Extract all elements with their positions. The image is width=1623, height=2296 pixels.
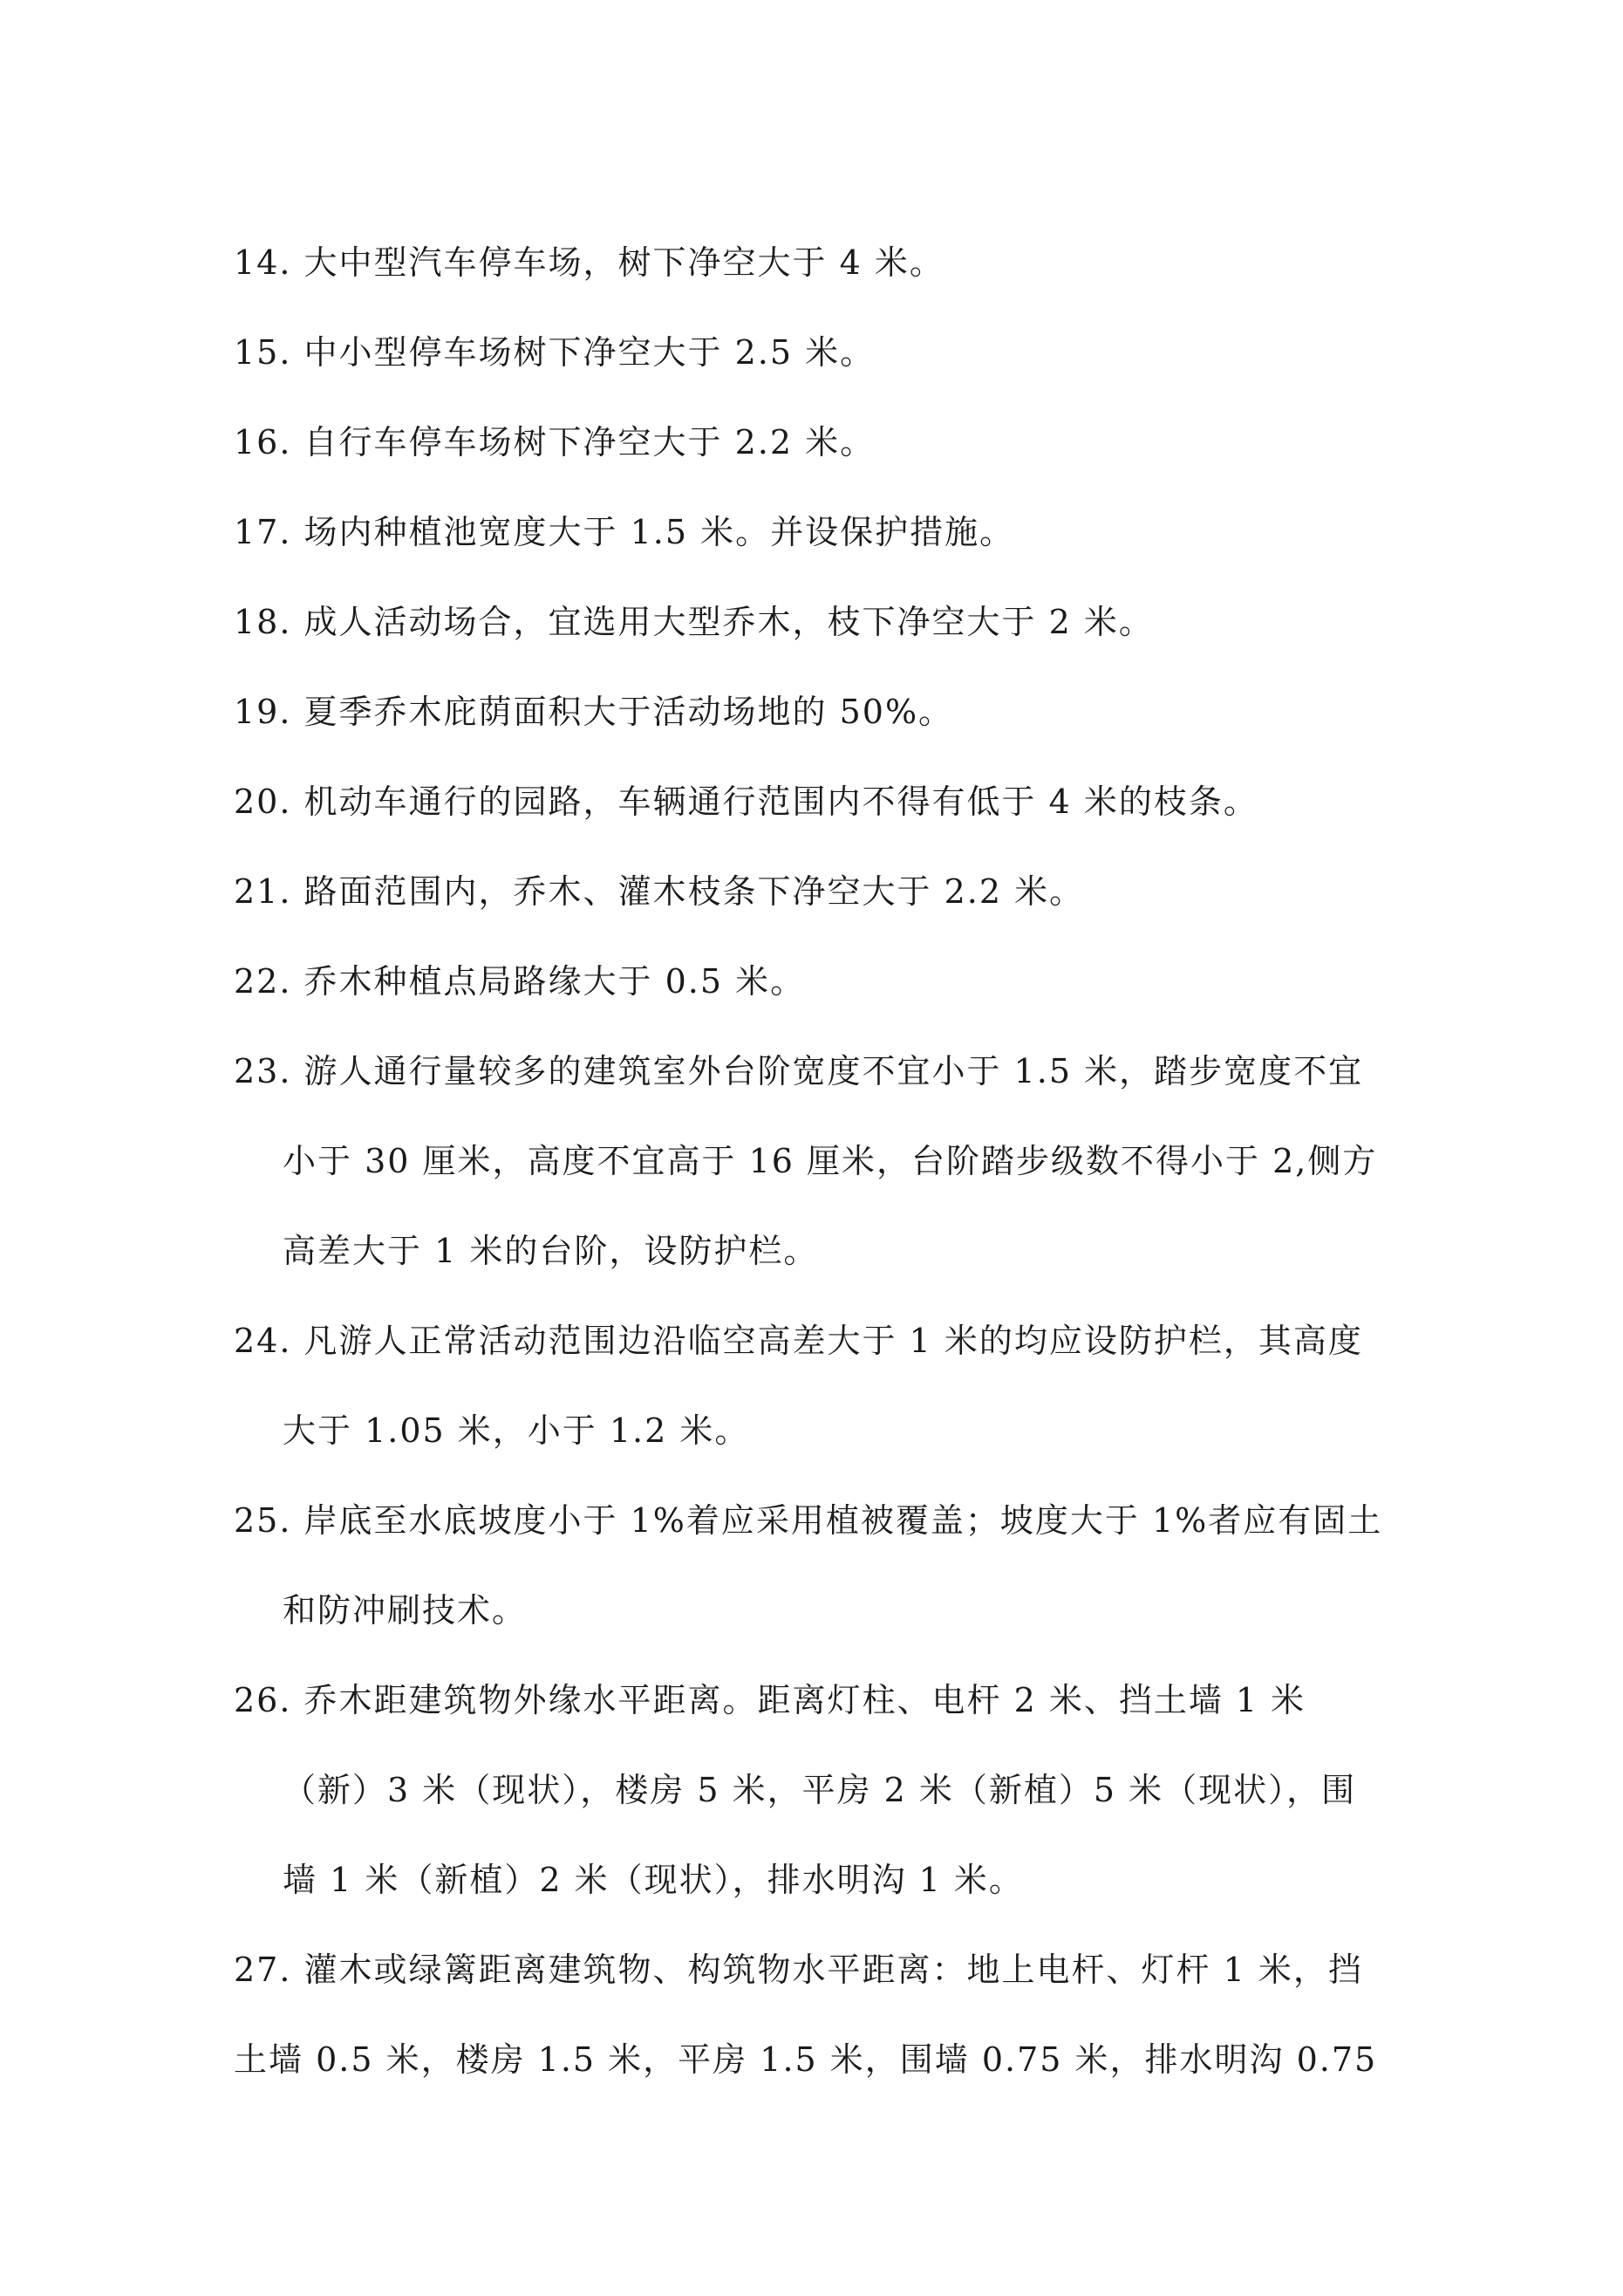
text-line: 19. 夏季乔木庇荫面积大于活动场地的 50%。 — [234, 693, 954, 731]
list-item-14 — [234, 218, 1429, 308]
list-item-18 — [234, 577, 1429, 667]
list-item-22 — [234, 937, 1429, 1027]
text-line: 17. 场内种植池宽度大于 1.5 米。并设保护措施。 — [234, 513, 1015, 551]
text-line: 23. 游人通行量较多的建筑室外台阶宽度不宜小于 1.5 米，踏步宽度不宜 — [234, 1052, 1364, 1090]
list-item-25 — [234, 1476, 1429, 1656]
list-item-21 — [234, 847, 1429, 937]
list-item-17 — [234, 488, 1429, 577]
text-line-continued: （新）3 米（现状），楼房 5 米，平房 2 米（新植）5 米（现状），围 — [283, 1771, 1357, 1809]
text-line-continued: 高差大于 1 米的台阶，设防护栏。 — [283, 1232, 819, 1270]
list-item-27 — [234, 1925, 1429, 2105]
text-line: 15. 中小型停车场树下净空大于 2.5 米。 — [234, 333, 876, 372]
list-item-24 — [234, 1296, 1429, 1476]
list-item-23 — [234, 1027, 1429, 1296]
text-line: 18. 成人活动场合，宜选用大型乔木，枝下净空大于 2 米。 — [234, 603, 1154, 641]
text-line: 20. 机动车通行的园路，车辆通行范围内不得有低于 4 米的枝条。 — [234, 782, 1258, 821]
text-line: 21. 路面范围内，乔木、灌木枝条下净空大于 2.2 米。 — [234, 872, 1085, 911]
list-item-26 — [234, 1656, 1429, 1925]
text-line-continued: 和防冲刷技术。 — [283, 1591, 528, 1630]
text-line-continued: 土墙 0.5 米，楼房 1.5 米，平房 1.5 米，围墙 0.75 米，排水明沟 0.75 — [234, 2040, 1378, 2079]
text-line: 24. 凡游人正常活动范围边沿临空高差大于 1 米的均应设防护栏，其高度 — [234, 1322, 1363, 1360]
text-line: 22. 乔木种植点局路缘大于 0.5 米。 — [234, 962, 806, 1001]
list-item-19 — [234, 667, 1429, 757]
text-line: 16. 自行车停车场树下净空大于 2.2 米。 — [234, 423, 876, 461]
text-line-continued: 大于 1.05 米，小于 1.2 米。 — [283, 1411, 750, 1450]
text-line-continued: 墙 1 米（新植）2 米（现状），排水明沟 1 米。 — [283, 1861, 1024, 1899]
document-body — [234, 218, 1429, 2105]
list-item-20 — [234, 757, 1429, 847]
text-line: 26. 乔木距建筑物外缘水平距离。距离灯柱、电杆 2 米、挡土墙 1 米 — [234, 1681, 1306, 1719]
list-item-15 — [234, 308, 1429, 398]
list-item-16 — [234, 398, 1429, 488]
text-line: 14. 大中型汽车停车场，树下净空大于 4 米。 — [234, 243, 944, 282]
text-line: 25. 岸底至水底坡度小于 1%着应采用植被覆盖；坡度大于 1%者应有固土 — [234, 1501, 1383, 1540]
text-line-continued: 小于 30 厘米，高度不宜高于 16 厘米，台阶踏步级数不得小于 2,侧方 — [283, 1142, 1378, 1180]
text-line: 27. 灌木或绿篱距离建筑物、构筑物水平距离：地上电杆、灯杆 1 米，挡 — [234, 1951, 1363, 1989]
